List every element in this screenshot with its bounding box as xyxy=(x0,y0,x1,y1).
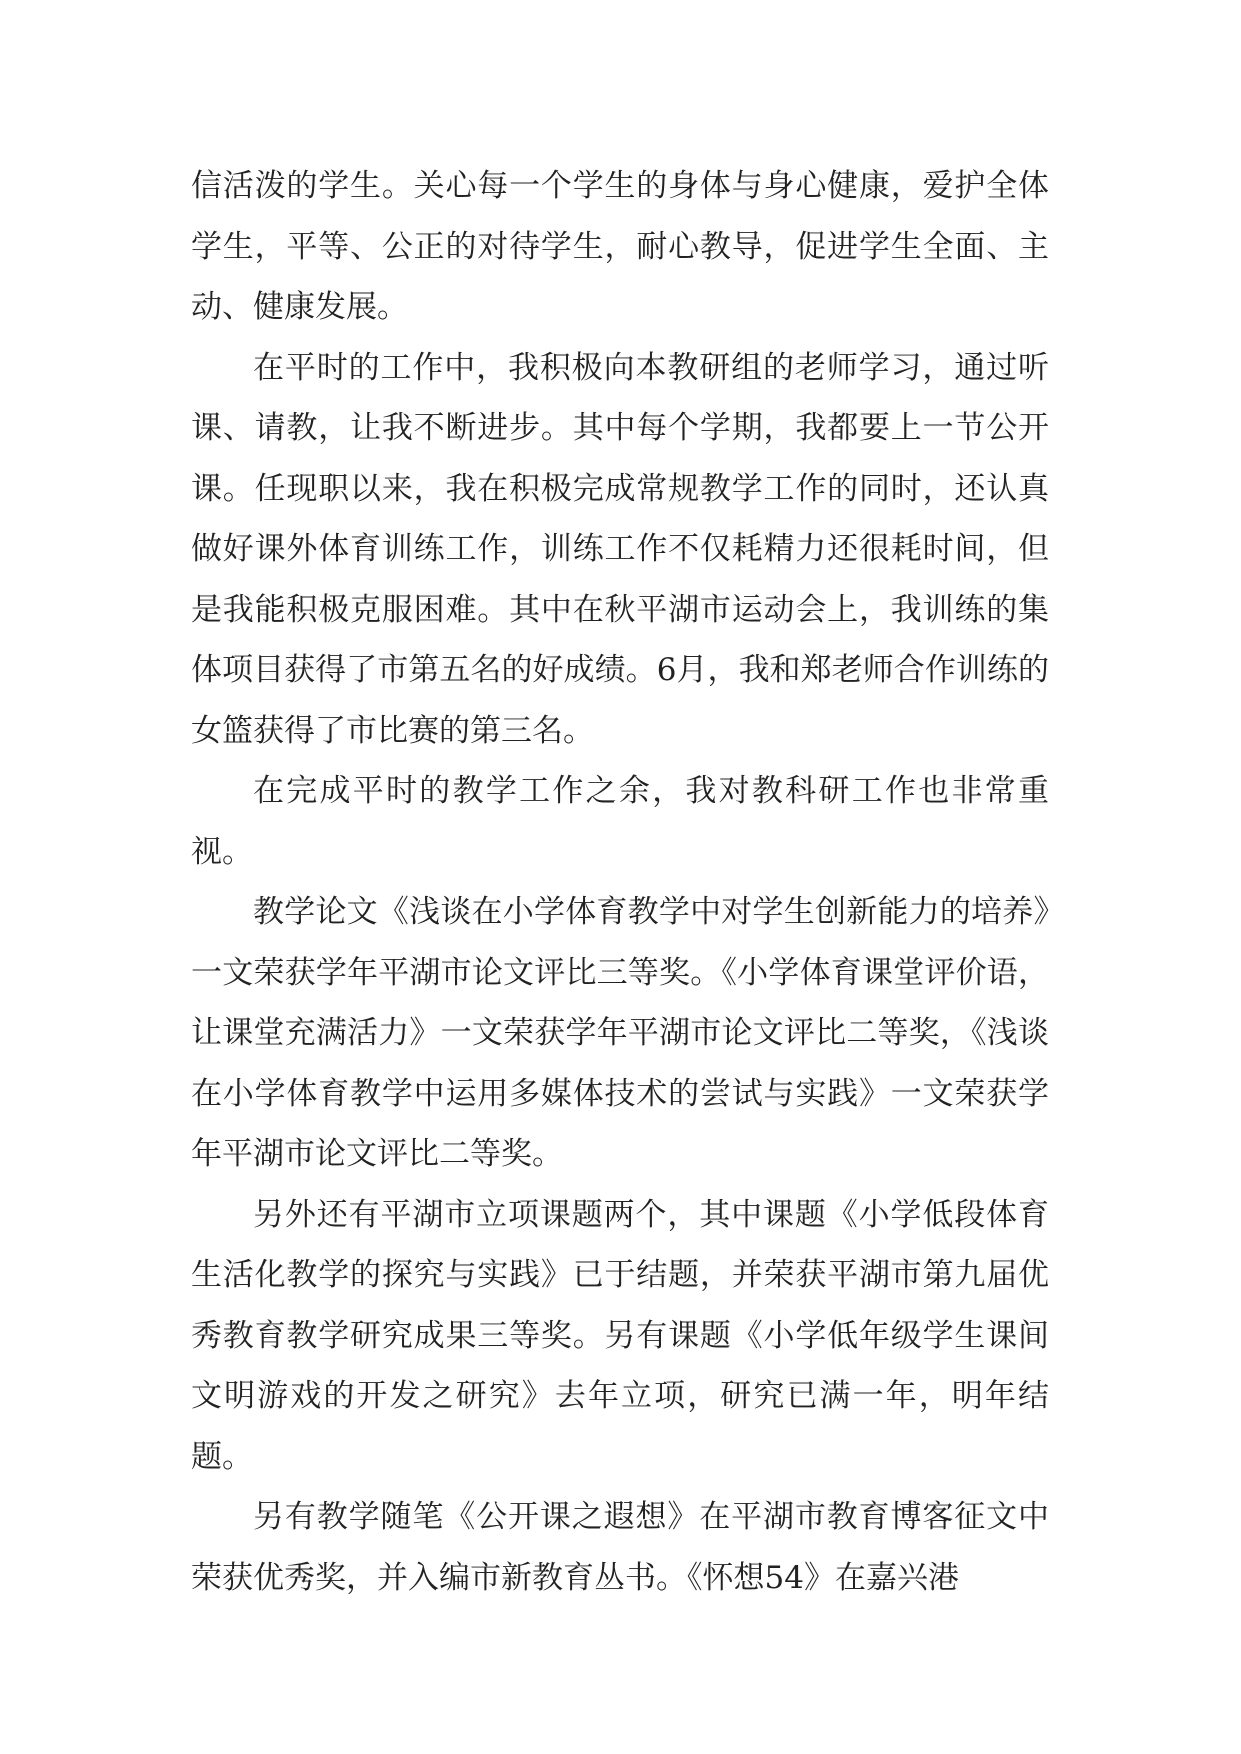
document-body xyxy=(191,156,1049,1608)
paragraph: 教学论文《浅谈在小学体育教学中对学生创新能力的培养》一文荣获学年平湖市论文评比三等奖。《小学体育课堂评价语，让课堂充满活力》一文荣获学年平湖市论文评比二等奖，《浅谈在小学体育教学中运用多媒体技术的尝试与实践》一文荣获学年平湖市论文评比二等奖。 xyxy=(191,894,1049,1172)
paragraph: 信活泼的学生。关心每一个学生的身体与身心健康，爱护全体学生，平等、公正的对待学生，耐心教导，促进学生全面、主动、健康发展。 xyxy=(191,168,1049,325)
paragraph: 在平时的工作中，我积极向本教研组的老师学习，通过听课、请教，让我不断进步。其中每个学期，我都要上一节公开课。任现职以来，我在积极完成常规教学工作的同时，还认真做好课外体育训练工作，训练工作不仅耗精力还很耗时间，但是我能积极克服困难。其中在秋平湖市运动会上，我训练的集体项目获得了市第五名的好成绩。6月，我和郑老师合作训练的女篮获得了市比赛的第三名。 xyxy=(191,349,1049,749)
paragraph: 另外还有平湖市立项课题两个，其中课题《小学低段体育生活化教学的探究与实践》已于结题，并荣获平湖市第九届优秀教育教学研究成果三等奖。另有课题《小学低年级学生课间文明游戏的开发之研究》去年立项，研究已满一年，明年结题。 xyxy=(191,1196,1049,1475)
paragraph: 另有教学随笔《公开课之遐想》在平湖市教育博客征文中荣获优秀奖，并入编市新教育丛书。《怀想54》在嘉兴港 xyxy=(191,1499,1049,1596)
paragraph: 在完成平时的教学工作之余，我对教科研工作也非常重视。 xyxy=(191,773,1049,870)
